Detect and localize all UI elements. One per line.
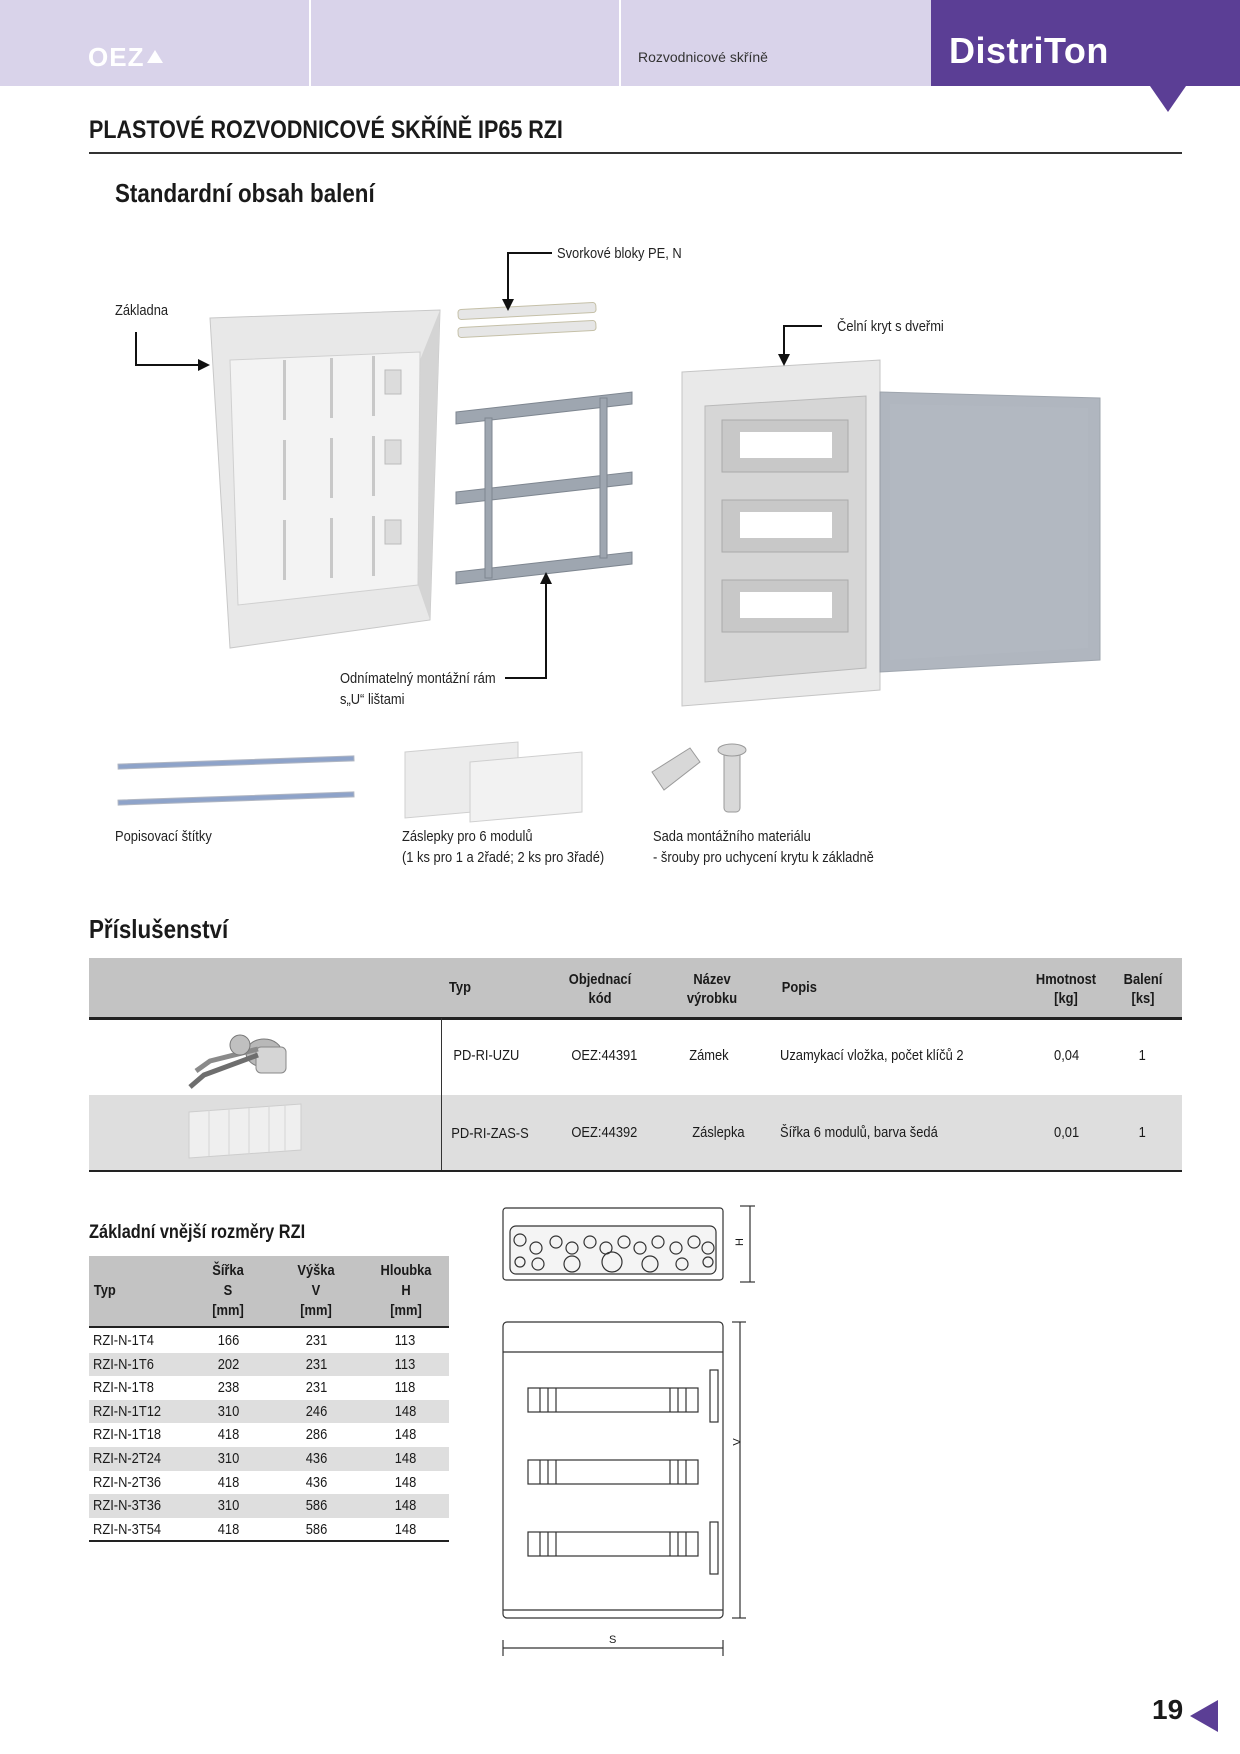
label-kit-line1: Sada montážního materiálu (653, 828, 811, 845)
cell-h: 148 (394, 1426, 417, 1444)
oez-logo: OEZ (88, 42, 145, 72)
col-typ: Typ (449, 979, 471, 996)
blanking-plate-image (185, 1098, 305, 1162)
technical-drawing (500, 1200, 760, 1660)
cell-h: 148 (394, 1450, 417, 1467)
table-row (89, 1329, 449, 1353)
cell-s: 310 (217, 1497, 240, 1515)
cell-pack: 1 (1138, 1124, 1146, 1141)
label-strips: Popisovací štítky (115, 828, 212, 845)
cell-name: Zámek (689, 1047, 729, 1064)
cell-s: 202 (217, 1355, 240, 1373)
cell-v: 231 (305, 1379, 328, 1397)
cell-typ: PD-RI-ZAS-S (451, 1125, 529, 1142)
table-row (89, 1518, 449, 1542)
cell-s: 418 (217, 1520, 240, 1538)
label-frame-line2: s„U“ lištami (340, 691, 405, 708)
cell-h: 148 (394, 1497, 417, 1515)
terminal-blocks-image (458, 302, 596, 337)
dim-col-width: Šířka S [mm] (212, 1262, 244, 1319)
cell-v: 286 (305, 1426, 328, 1444)
cell-h: 148 (394, 1402, 417, 1420)
mounting-screws-image (652, 744, 746, 812)
contents-heading: Standardní obsah balení (115, 178, 375, 208)
cell-desc: Šířka 6 modulů, barva šedá (780, 1124, 938, 1141)
page-number: 19 (1152, 1694, 1184, 1725)
brand-name: DistriTon (949, 30, 1109, 71)
cell-code: OEZ:44392 (571, 1124, 638, 1141)
label-front-cover: Čelní kryt s dveřmi (837, 318, 944, 335)
table-row (89, 1423, 449, 1447)
cell-typ: RZI-N-2T24 (93, 1450, 162, 1467)
dim-col-depth: Hloubka H [mm] (380, 1262, 432, 1319)
cell-typ: RZI-N-1T4 (93, 1332, 154, 1349)
dim-col-height: Výška V [mm] (297, 1262, 335, 1319)
cell-typ: RZI-N-3T54 (93, 1520, 162, 1538)
top-view (503, 1206, 755, 1282)
dim-table-rule (89, 1326, 449, 1328)
table-row (89, 1353, 449, 1377)
cell-weight: 0,01 (1054, 1124, 1080, 1141)
table-row (89, 1400, 449, 1424)
cell-h: 113 (394, 1355, 416, 1373)
col-desc: Popis (781, 979, 817, 996)
label-kit-line2: - šrouby pro uchycení krytu k základně (653, 849, 874, 866)
label-blanks-line1: Záslepky pro 6 modulů (402, 828, 533, 845)
cell-pack: 1 (1138, 1047, 1146, 1064)
label-blanks-line2: (1 ks pro 1 a 2řadé; 2 ks pro 3řadé) (402, 849, 605, 866)
cell-v: 586 (305, 1497, 328, 1515)
accessories-table-header (89, 958, 1182, 1018)
page-title: PLASTOVÉ ROZVODNICOVÉ SKŘÍNĚ IP65 RZI (89, 116, 563, 144)
cell-name: Záslepka (692, 1124, 745, 1141)
blanking-plates-image (405, 742, 582, 822)
table-row (89, 1376, 449, 1400)
label-terminal-blocks: Svorkové bloky PE, N (557, 245, 682, 262)
cell-v: 436 (305, 1450, 328, 1467)
cell-v: 586 (305, 1520, 328, 1538)
cell-v: 246 (305, 1402, 328, 1420)
dim-table-rule (89, 1540, 449, 1542)
cell-h: 148 (394, 1473, 417, 1491)
cell-typ: RZI-N-1T12 (93, 1402, 162, 1420)
dim-label-v: V (731, 1438, 744, 1446)
cell-v: 231 (305, 1332, 328, 1349)
lock-image (180, 1025, 300, 1095)
cell-typ: RZI-N-1T18 (93, 1426, 162, 1444)
cell-s: 166 (217, 1332, 240, 1349)
cell-typ: RZI-N-2T36 (93, 1473, 162, 1491)
cell-typ: RZI-N-1T8 (93, 1379, 154, 1397)
table-rule (89, 1170, 1182, 1172)
cell-desc: Uzamykací vložka, počet klíčů 2 (780, 1047, 964, 1064)
accessories-heading: Příslušenství (89, 914, 229, 944)
col-code: Objednací kód (568, 971, 632, 1007)
label-base: Základna (115, 302, 169, 319)
cell-s: 418 (217, 1473, 240, 1491)
cell-v: 231 (305, 1355, 328, 1373)
cell-typ: RZI-N-3T36 (93, 1497, 162, 1515)
dimensions-title: Základní vnější rozměry RZI (89, 1222, 306, 1243)
cell-code: OEZ:44391 (571, 1047, 638, 1064)
dim-col-typ: Typ (93, 1282, 116, 1299)
dim-label-h: H (733, 1238, 746, 1246)
label-frame-line1: Odnímatelný montážní rám (340, 670, 496, 687)
label-strips-image (118, 756, 354, 805)
table-row (89, 1471, 449, 1495)
cell-s: 310 (217, 1450, 240, 1467)
table-rule (89, 1017, 1182, 1020)
table-row (89, 1447, 449, 1471)
table-row (89, 1494, 449, 1518)
cell-typ: RZI-N-1T6 (93, 1355, 154, 1373)
cell-h: 148 (394, 1520, 417, 1538)
cell-h: 113 (394, 1332, 416, 1349)
cell-weight: 0,04 (1054, 1047, 1080, 1064)
cell-h: 118 (394, 1379, 416, 1397)
col-weight: Hmotnost [kg] (1035, 971, 1097, 1007)
table-vertical-divider (441, 1018, 442, 1170)
base-box-image (210, 310, 440, 648)
front-view (503, 1322, 746, 1656)
front-cover-image (682, 360, 1100, 706)
cell-s: 238 (217, 1379, 240, 1397)
col-name: Název výrobku (686, 971, 738, 1007)
cell-v: 436 (305, 1473, 328, 1491)
page-number-triangle-icon (1190, 1700, 1218, 1732)
dim-label-s: S (609, 1634, 617, 1646)
col-pack: Balení [ks] (1123, 971, 1163, 1007)
mounting-frame-image (456, 392, 632, 584)
cell-typ: PD-RI-UZU (453, 1047, 520, 1064)
cell-s: 418 (217, 1426, 240, 1444)
section-title: Rozvodnicové skříně (638, 49, 768, 65)
cell-s: 310 (217, 1402, 240, 1420)
